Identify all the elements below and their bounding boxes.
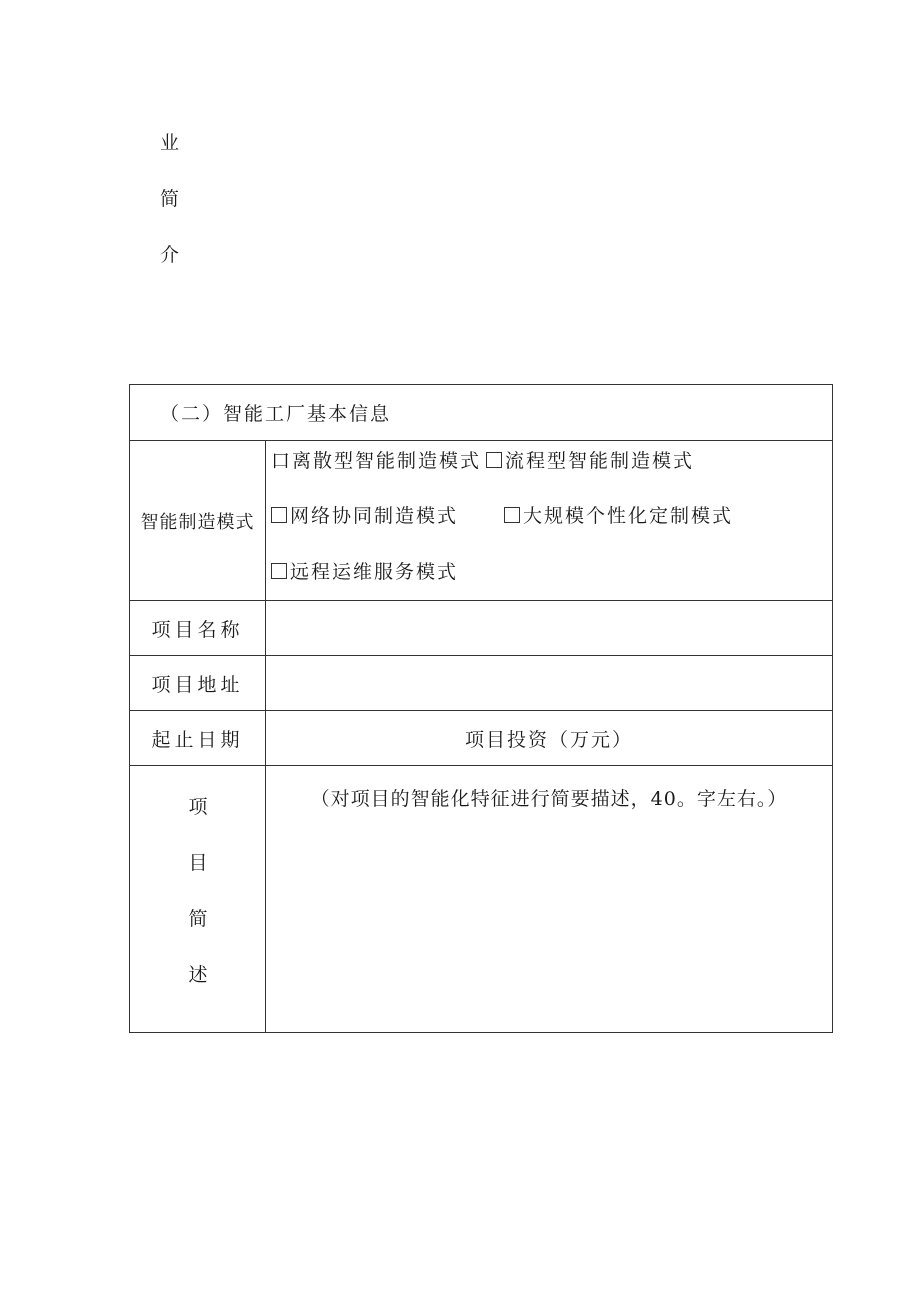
checkbox-icon [271,563,287,579]
project-name-label: 项目名称 [130,601,266,656]
description-label-char-3: 简 [188,908,208,930]
mode-option-remote[interactable] [271,557,458,584]
side-label-char-2: 简 [160,188,180,210]
side-label-char-1: 业 [160,132,180,154]
mode-option-label: 大规模个性化定制模式 [523,505,734,527]
checkbox-icon [504,507,520,523]
mode-option-process[interactable] [486,446,694,473]
mode-option-label: 流程型智能制造模式 [505,450,695,472]
mode-option-label: 远程运维服务模式 [290,561,459,583]
description-hint: （对项目的智能化特征进行简要描述，40。字左右。） [310,788,788,810]
project-address-field[interactable] [266,656,833,711]
description-label-char-4: 述 [188,964,208,986]
mode-option-customization[interactable] [504,501,733,528]
investment-label: 项目投资（万元） [266,711,833,766]
date-label: 起止日期 [130,711,266,766]
mode-options [266,441,833,601]
mode-option-label: 离散型智能制造模式 [292,450,482,472]
side-label-char-3: 介 [160,244,180,266]
description-label [130,766,266,1033]
checkbox-icon: 口 [271,450,293,472]
project-name-field[interactable] [266,601,833,656]
mode-option-network[interactable] [271,501,458,528]
factory-info-table [129,384,833,1033]
section-title: （二）智能工厂基本信息 [130,385,833,441]
description-label-char-1: 项 [188,796,208,818]
description-label-char-2: 目 [188,852,208,874]
mode-label: 智能制造模式 [130,441,266,601]
checkbox-icon [486,452,502,468]
mode-option-discrete[interactable] [271,446,481,473]
project-address-label: 项目地址 [130,656,266,711]
mode-option-label: 网络协同制造模式 [290,505,459,527]
description-field[interactable] [266,766,833,1033]
checkbox-icon [271,507,287,523]
